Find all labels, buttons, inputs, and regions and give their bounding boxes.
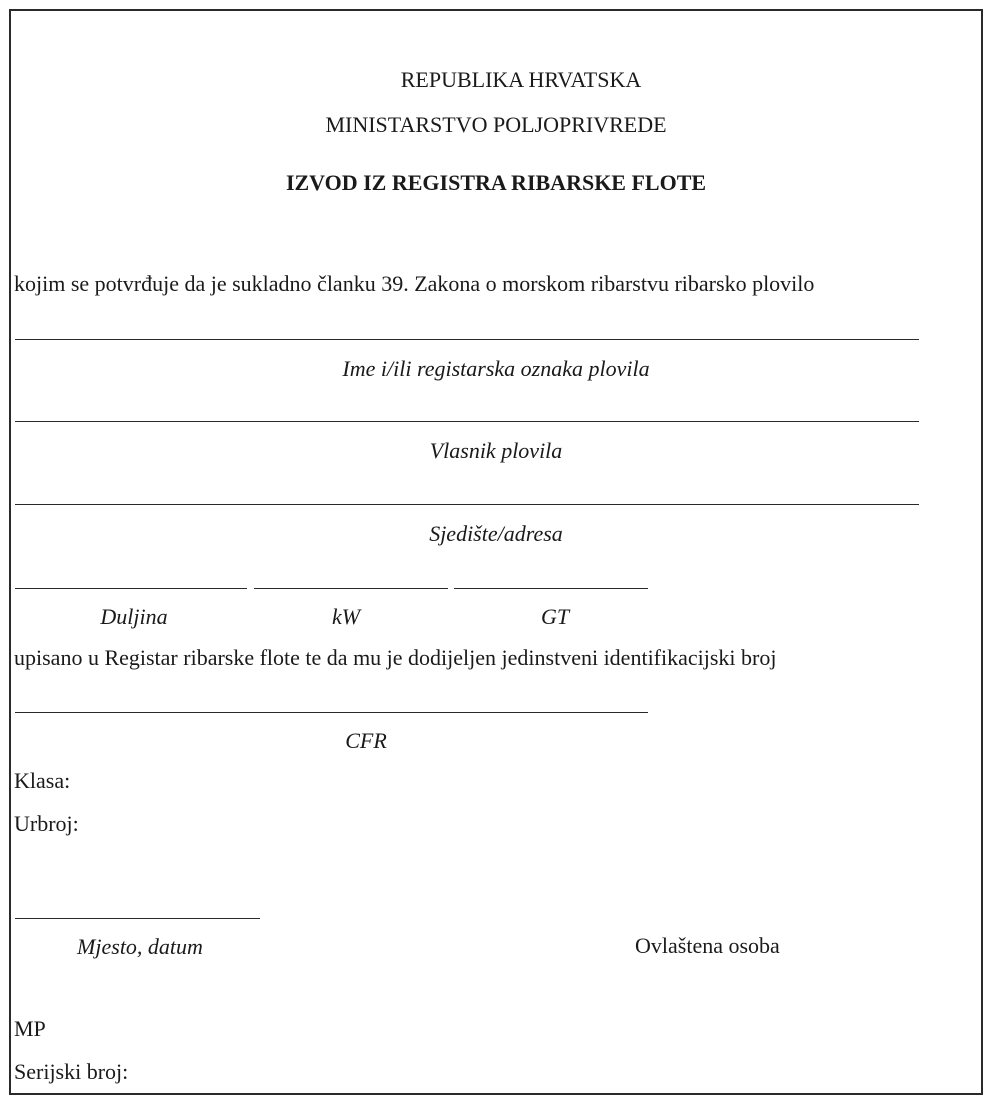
cfr-label: CFR (345, 728, 387, 753)
address-line[interactable] (15, 504, 919, 505)
owner-label: Vlasnik plovila (429, 438, 563, 463)
gt-line[interactable] (454, 588, 648, 589)
length-label: Duljina (100, 604, 168, 629)
address-label: Sjedište/adresa (429, 521, 563, 546)
vessel-name-label: Ime i/ili registarska oznaka plovila (342, 356, 650, 381)
republic-heading: REPUBLIKA HRVATSKA (400, 67, 642, 92)
owner-line[interactable] (15, 421, 919, 422)
authorized-person-label: Ovlaštena osoba (635, 933, 780, 958)
mp-label: MP (14, 1016, 46, 1041)
document-title: IZVOD IZ REGISTRA RIBARSKE FLOTE (285, 170, 707, 195)
place-date-line[interactable] (15, 918, 260, 919)
urbroj-label: Urbroj: (14, 811, 79, 836)
intro-text: kojim se potvrđuje da je sukladno članku 39. Zakona o morskom ribarstvu ribarsko plovilo (14, 271, 815, 296)
gt-label: GT (540, 604, 570, 629)
place-date-label: Mjesto, datum (77, 934, 203, 959)
cfr-line[interactable] (15, 712, 648, 713)
klasa-label: Klasa: (14, 768, 71, 793)
length-line[interactable] (15, 588, 247, 589)
kw-line[interactable] (254, 588, 448, 589)
ministry-heading: MINISTARSTVO POLJOPRIVREDE (325, 112, 667, 137)
vessel-name-line[interactable] (15, 339, 919, 340)
kw-label: kW (331, 604, 361, 629)
registered-text: upisano u Registar ribarske flote te da mu je dodijeljen jedinstveni identifikacijski broj (14, 645, 777, 670)
serial-number-label: Serijski broj: (14, 1059, 129, 1084)
